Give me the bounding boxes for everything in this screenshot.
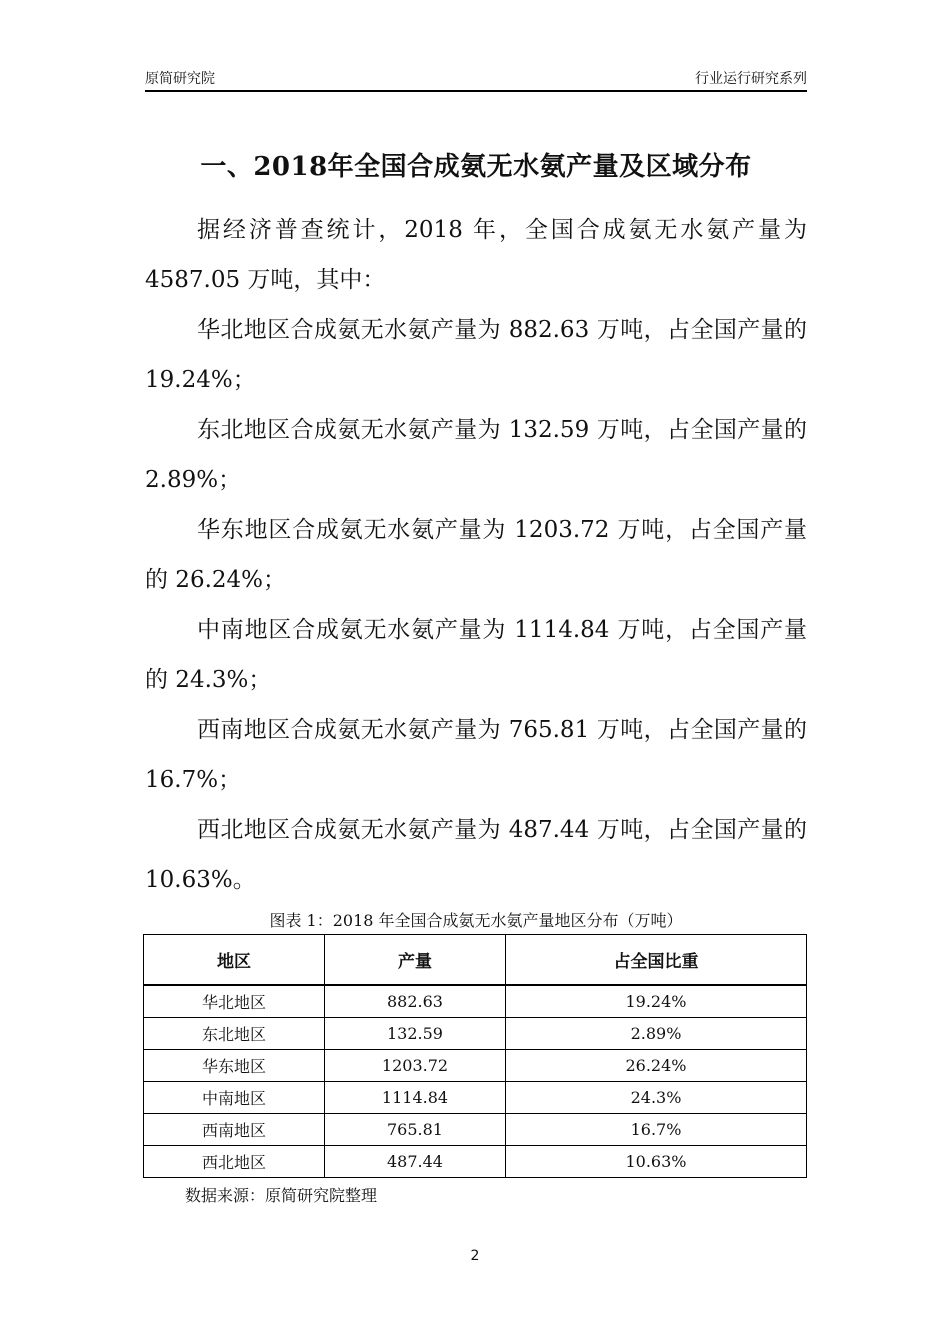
table-row (144, 1018, 807, 1050)
cell-region: 中南地区 (144, 1082, 325, 1114)
cell-output: 765.81 (325, 1114, 506, 1146)
header-output: 产量 (325, 935, 506, 986)
cell-region: 东北地区 (144, 1018, 325, 1050)
table-row (144, 1082, 807, 1114)
cell-output: 1114.84 (325, 1082, 506, 1114)
page-header (145, 64, 807, 92)
cell-share: 16.7% (506, 1114, 807, 1146)
paragraph: 华北地区合成氨无水氨产量为 882.63 万吨，占全国产量的 19.24%； (145, 317, 807, 393)
cell-share: 24.3% (506, 1082, 807, 1114)
cell-output: 882.63 (325, 985, 506, 1018)
cell-share: 10.63% (506, 1146, 807, 1178)
cell-region: 西南地区 (144, 1114, 325, 1146)
header-org: 原简研究院 (145, 71, 215, 87)
cell-share: 19.24% (506, 985, 807, 1018)
cell-output: 1203.72 (325, 1050, 506, 1082)
table-row (144, 985, 807, 1018)
body-text (145, 205, 807, 905)
paragraph: 华东地区合成氨无水氨产量为 1203.72 万吨，占全国产量的 26.24%； (145, 517, 807, 593)
table-header-row (144, 935, 807, 986)
cell-region: 西北地区 (144, 1146, 325, 1178)
cell-output: 487.44 (325, 1146, 506, 1178)
header-share: 占全国比重 (506, 935, 807, 986)
header-series: 行业运行研究系列 (695, 71, 807, 87)
cell-share: 26.24% (506, 1050, 807, 1082)
section-title: 一、2018年全国合成氨无水氨产量及区域分布 (200, 152, 752, 182)
table-caption: 图表 1：2018 年全国合成氨无水氨产量地区分布（万吨） (269, 911, 683, 930)
table-row (144, 1146, 807, 1178)
table-row (144, 1114, 807, 1146)
paragraph: 西南地区合成氨无水氨产量为 765.81 万吨，占全国产量的 16.7%； (145, 717, 807, 793)
data-source-note: 数据来源：原简研究院整理 (185, 1186, 378, 1205)
production-table (143, 934, 807, 1178)
table-row (144, 1050, 807, 1082)
header-region: 地区 (144, 935, 325, 986)
cell-region: 华北地区 (144, 985, 325, 1018)
paragraph: 西北地区合成氨无水氨产量为 487.44 万吨，占全国产量的 10.63%。 (145, 817, 807, 893)
paragraph: 中南地区合成氨无水氨产量为 1114.84 万吨，占全国产量的 24.3%； (145, 617, 807, 693)
cell-output: 132.59 (325, 1018, 506, 1050)
paragraph: 据经济普查统计，2018 年，全国合成氨无水氨产量为 4587.05 万吨，其中： (145, 217, 807, 293)
cell-share: 2.89% (506, 1018, 807, 1050)
page-number: 2 (470, 1248, 480, 1264)
paragraph: 东北地区合成氨无水氨产量为 132.59 万吨，占全国产量的 2.89%； (145, 417, 807, 493)
cell-region: 华东地区 (144, 1050, 325, 1082)
